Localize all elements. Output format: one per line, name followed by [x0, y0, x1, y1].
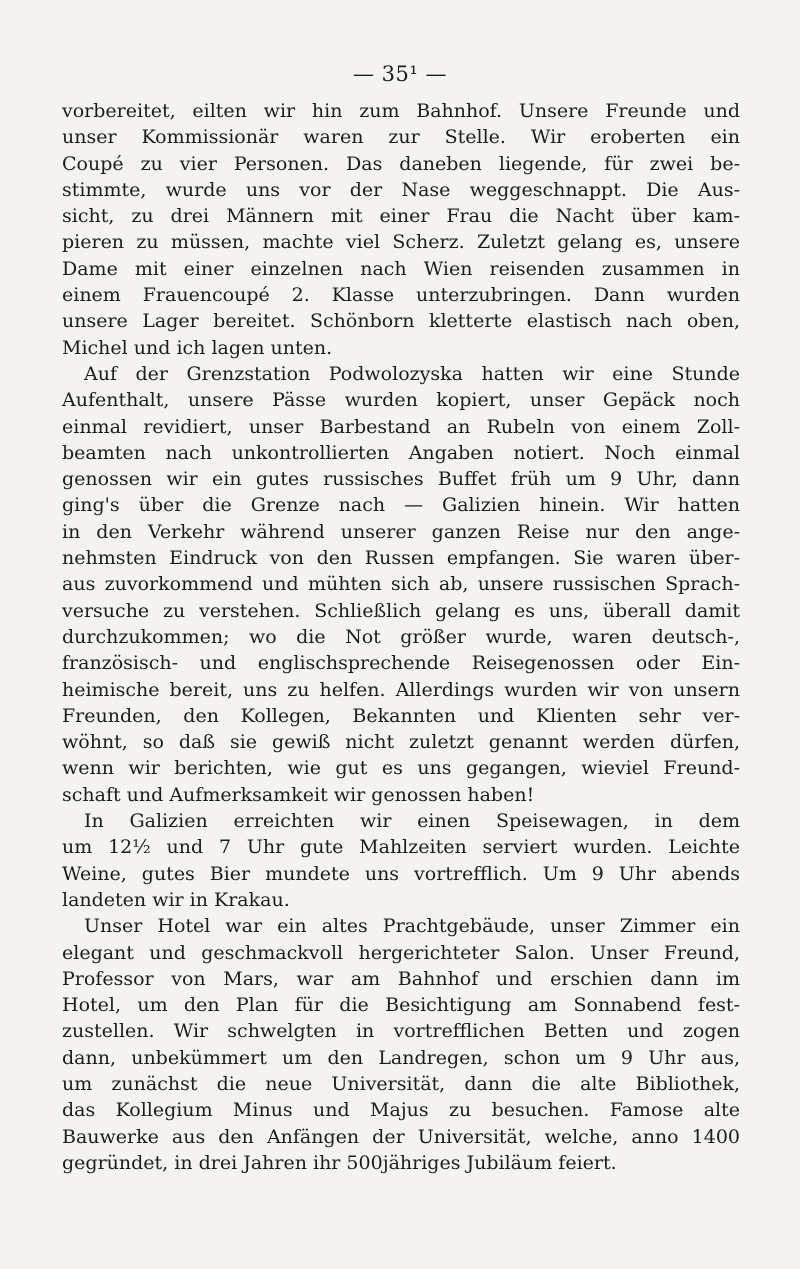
text-line: um zunächst die neue Universität, dann die alte Bibliothek,: [62, 1072, 740, 1095]
text-line: genossen wir ein gutes russisches Buffet früh um 9 Uhr, dann: [62, 468, 740, 491]
text-line: um 12½ und 7 Uhr gute Mahlzeiten serviert wurden. Leichte: [62, 836, 740, 859]
paragraph: [62, 808, 740, 913]
text-line: Michel und ich lagen unten.: [62, 336, 333, 359]
paragraph: [62, 98, 740, 361]
text-line: versuche zu verstehen. Schließlich gelang es uns, überall damit: [62, 599, 740, 622]
text-line: aus zuvorkommend und mühten sich ab, unsere russischen Sprach-: [62, 573, 740, 596]
text-line: Auf der Grenzstation Podwolozyska hatten wir eine Stunde: [84, 362, 740, 385]
page-number: — 35¹ —: [353, 62, 447, 86]
text-line: ging's über die Grenze nach — Galizien hinein. Wir hatten: [62, 494, 740, 517]
text-line: Professor von Mars, war am Bahnhof und erschien dann im: [62, 967, 740, 990]
paragraph: [62, 913, 740, 1176]
text-line: elegant und geschmackvoll hergerichteter Salon. Unser Freund,: [62, 941, 740, 964]
text-line: einem Frauencoupé 2. Klasse unterzubringen. Dann wurden: [62, 284, 740, 307]
text-line: das Kollegium Minus und Majus zu besuchen. Famose alte: [62, 1099, 740, 1122]
text-line: Coupé zu vier Personen. Das daneben liegende, für zwei be-: [62, 152, 740, 175]
text-line: Dame mit einer einzelnen nach Wien reisenden zusammen in: [62, 257, 740, 280]
text-line: dann, unbekümmert um den Landregen, schon um 9 Uhr aus,: [62, 1046, 740, 1069]
text-line: Freunden, den Kollegen, Bekannten und Klienten sehr ver-: [62, 704, 740, 727]
text-line: Aufenthalt, unsere Pässe wurden kopiert, unser Gepäck noch: [62, 389, 740, 412]
text-line: unsere Lager bereitet. Schönborn kletterte elastisch nach oben,: [62, 310, 740, 333]
text-line: beamten nach unkontrollierten Angaben notiert. Noch einmal: [62, 441, 740, 464]
text-line: wenn wir berichten, wie gut es uns gegangen, wieviel Freund-: [62, 757, 740, 780]
text-line: französisch- und englischsprechende Reisegenossen oder Ein-: [62, 652, 740, 675]
text-line: nehmsten Eindruck von den Russen empfangen. Sie waren über-: [62, 547, 740, 570]
text-line: wöhnt, so daß sie gewiß nicht zuletzt genannt werden dürfen,: [62, 731, 740, 754]
text-line: gegründet, in drei Jahren ihr 500jähriges Jubiläum feiert.: [62, 1151, 617, 1174]
text-line: Bauwerke aus den Anfängen der Universität, welche, anno 1400: [62, 1125, 740, 1148]
text-line: einmal revidiert, unser Barbestand an Rubeln von einem Zoll-: [62, 415, 740, 438]
text-line: schaft und Aufmerksamkeit wir genossen haben!: [62, 783, 535, 806]
text-line: heimische bereit, uns zu helfen. Allerdings wurden wir von unsern: [62, 678, 740, 701]
text-line: vorbereitet, eilten wir hin zum Bahnhof. Unsere Freunde und: [62, 100, 740, 122]
text-line: In Galizien erreichten wir einen Speisewagen, in dem: [84, 810, 740, 833]
text-line: Unser Hotel war ein altes Prachtgebäude, unser Zimmer ein: [84, 915, 740, 938]
text-line: zustellen. Wir schwelgten in vortrefflichen Betten und zogen: [62, 1020, 740, 1043]
text-line: Weine, gutes Bier mundete uns vortrefflich. Um 9 Uhr abends: [62, 862, 740, 885]
text-line: in den Verkehr während unserer ganzen Reise nur den ange-: [62, 520, 740, 543]
body-text: [62, 98, 740, 1176]
text-line: durchzukommen; wo die Not größer wurde, waren deutsch-,: [62, 625, 740, 648]
text-line: unser Kommissionär waren zur Stelle. Wir eroberten ein: [62, 126, 740, 149]
text-line: Hotel, um den Plan für die Besichtigung am Sonnabend fest-: [62, 994, 740, 1017]
paragraph: [62, 361, 740, 808]
text-line: pieren zu müssen, machte viel Scherz. Zuletzt gelang es, unsere: [62, 231, 740, 254]
text-line: sicht, zu drei Männern mit einer Frau die Nacht über kam-: [62, 205, 740, 228]
text-line: stimmte, wurde uns vor der Nase weggeschnappt. Die Aus-: [62, 178, 740, 201]
text-line: landeten wir in Krakau.: [62, 888, 290, 911]
